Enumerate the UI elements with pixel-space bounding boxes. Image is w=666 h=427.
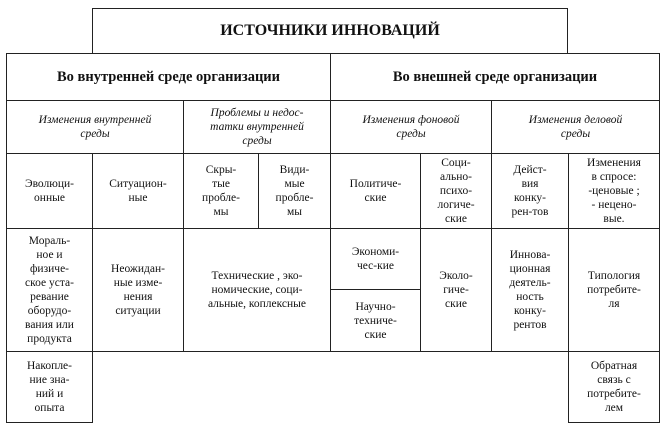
cell-demand-changes: Изменения в спросе: -ценовые ; - нецено- вые. xyxy=(568,153,660,229)
subheader-internal-changes: Изменения внутренней среды xyxy=(6,100,184,154)
cell-ecological: Эколо- гиче- ские xyxy=(420,228,492,352)
cell-unexpected-changes: Неожидан- ные изме- нения ситуации xyxy=(92,228,184,352)
cell-technical-economic: Технические , эко- номические, соци- альные, коплексные xyxy=(183,228,331,352)
cell-consumer-typology: Типология потребите- ля xyxy=(568,228,660,352)
cell-innovation-activity: Иннова- ционная деятель- ность конку- рентов xyxy=(491,228,569,352)
cell-moral-physical-obsolescence: Мораль- ное и физиче- ское уста- ревание оборудо- вания или продукта xyxy=(6,228,93,352)
cell-situational: Ситуацион- ные xyxy=(92,153,184,229)
cell-political: Политиче- ские xyxy=(330,153,421,229)
cell-knowledge-accumulation: Накопле- ние зна- ний и опыта xyxy=(6,351,93,423)
subheader-internal-problems: Проблемы и недос- татки внутренней среды xyxy=(183,100,331,154)
subheader-external-background: Изменения фоновой среды xyxy=(330,100,492,154)
cell-economic: Экономи- чес-кие xyxy=(330,228,421,290)
cell-evolutionary: Эволюци- онные xyxy=(6,153,93,229)
cell-hidden-problems: Скры- тые пробле- мы xyxy=(183,153,259,229)
cell-competitor-actions: Дейст- вия конку- рен-тов xyxy=(491,153,569,229)
cell-visible-problems: Види- мые пробле- мы xyxy=(258,153,331,229)
diagram-title: ИСТОЧНИКИ ИННОВАЦИЙ xyxy=(92,8,568,54)
header-internal-environment: Во внутренней среде организации xyxy=(6,53,331,101)
header-external-environment: Во внешней среде организации xyxy=(330,53,660,101)
subheader-external-business: Изменения деловой среды xyxy=(491,100,660,154)
cell-socio-psychological: Соци- ально- психо- логиче- ские xyxy=(420,153,492,229)
cell-consumer-feedback: Обратная связь с потребите- лем xyxy=(568,351,660,423)
cell-scientific-technical: Научно- техниче- ские xyxy=(330,289,421,352)
